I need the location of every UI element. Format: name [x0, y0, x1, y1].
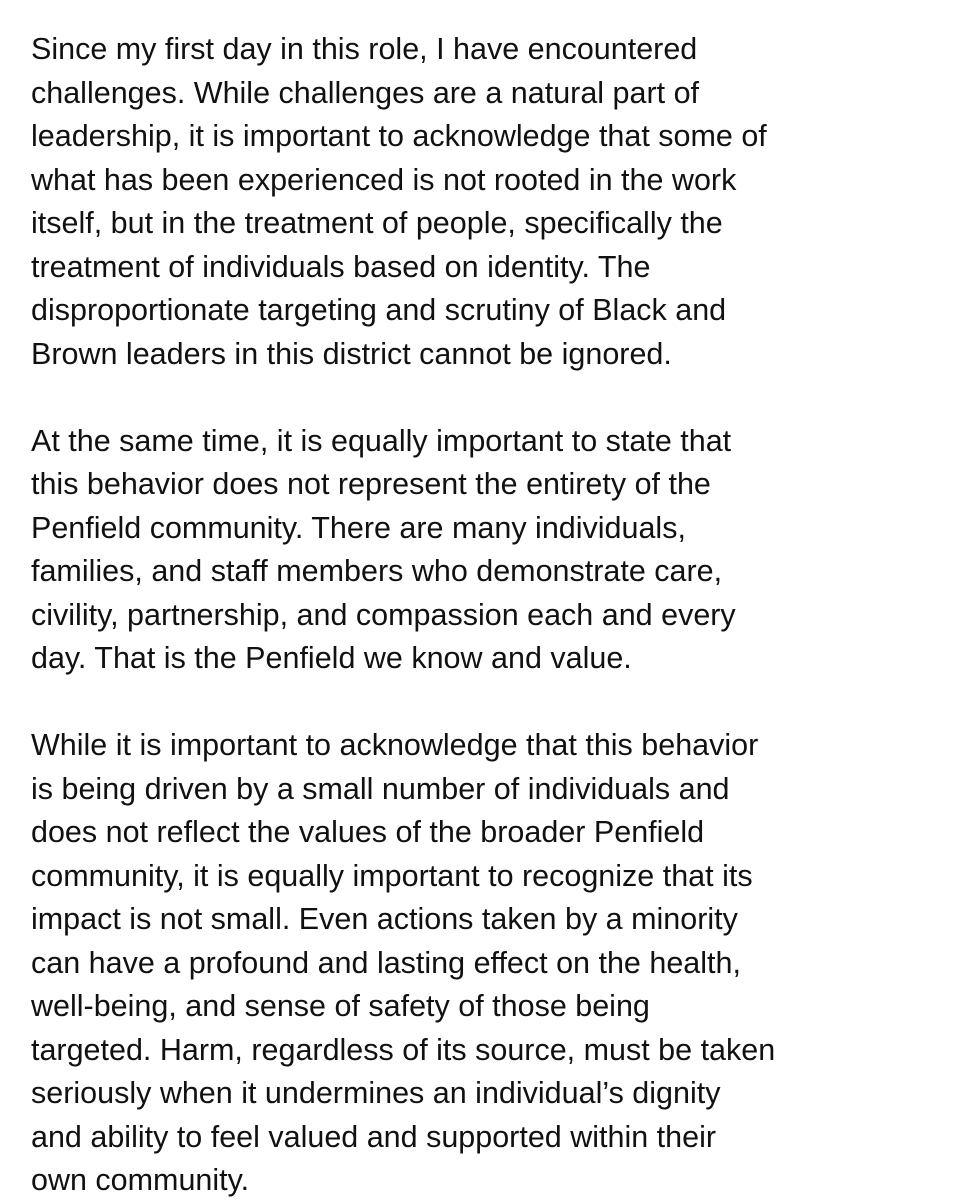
text-line: families, and staff members who demonstrate care, — [31, 554, 723, 588]
text-line: does not reflect the values of the broader Penfield — [31, 815, 705, 849]
paragraph-2 — [31, 420, 946, 681]
text-line: can have a profound and lasting effect on the health, — [31, 945, 741, 980]
text-line: While it is important to acknowledge that this behavior — [31, 728, 759, 762]
text-line: this behavior does not represent the entirety of the — [31, 467, 711, 501]
text-line: targeted. Harm, regardless of its source, must be taken — [31, 1032, 776, 1067]
text-line: Since my first day in this role, I have encountered — [31, 32, 698, 66]
text-line: disproportionate targeting and scrutiny of Black and — [31, 293, 727, 327]
text-line: and ability to feel valued and supported within their — [31, 1119, 716, 1154]
paragraph-1 — [31, 28, 946, 376]
text-line: community, it is equally important to recognize that its — [31, 858, 753, 893]
text-line: well-being, and sense of safety of those being — [31, 989, 650, 1023]
paragraph-spacer — [31, 376, 946, 420]
text-line: At the same time, it is equally important to state that — [31, 423, 732, 458]
text-line: day. That is the Penfield we know and value. — [31, 641, 632, 675]
paragraph-3 — [31, 724, 946, 1203]
text-line: seriously when it undermines an individual’s dignity — [31, 1076, 721, 1110]
text-line: civility, partnership, and compassion each and every — [31, 597, 736, 632]
text-line: leadership, it is important to acknowledge that some of — [31, 119, 767, 153]
text-line: what has been experienced is not rooted in the work — [31, 162, 737, 197]
document-body — [31, 28, 946, 1203]
text-line: challenges. While challenges are a natural part of — [31, 75, 700, 110]
text-line: Penfield community. There are many individuals, — [31, 510, 686, 545]
text-line: treatment of individuals based on identity. The — [31, 249, 651, 284]
text-line: itself, but in the treatment of people, specifically the — [31, 206, 723, 240]
text-line: own community. — [31, 1163, 250, 1197]
text-line: is being driven by a small number of individuals and — [31, 771, 730, 806]
text-line: impact is not small. Even actions taken by a minority — [31, 902, 738, 936]
paragraph-spacer — [31, 681, 946, 725]
text-line: Brown leaders in this district cannot be ignored. — [31, 336, 672, 371]
